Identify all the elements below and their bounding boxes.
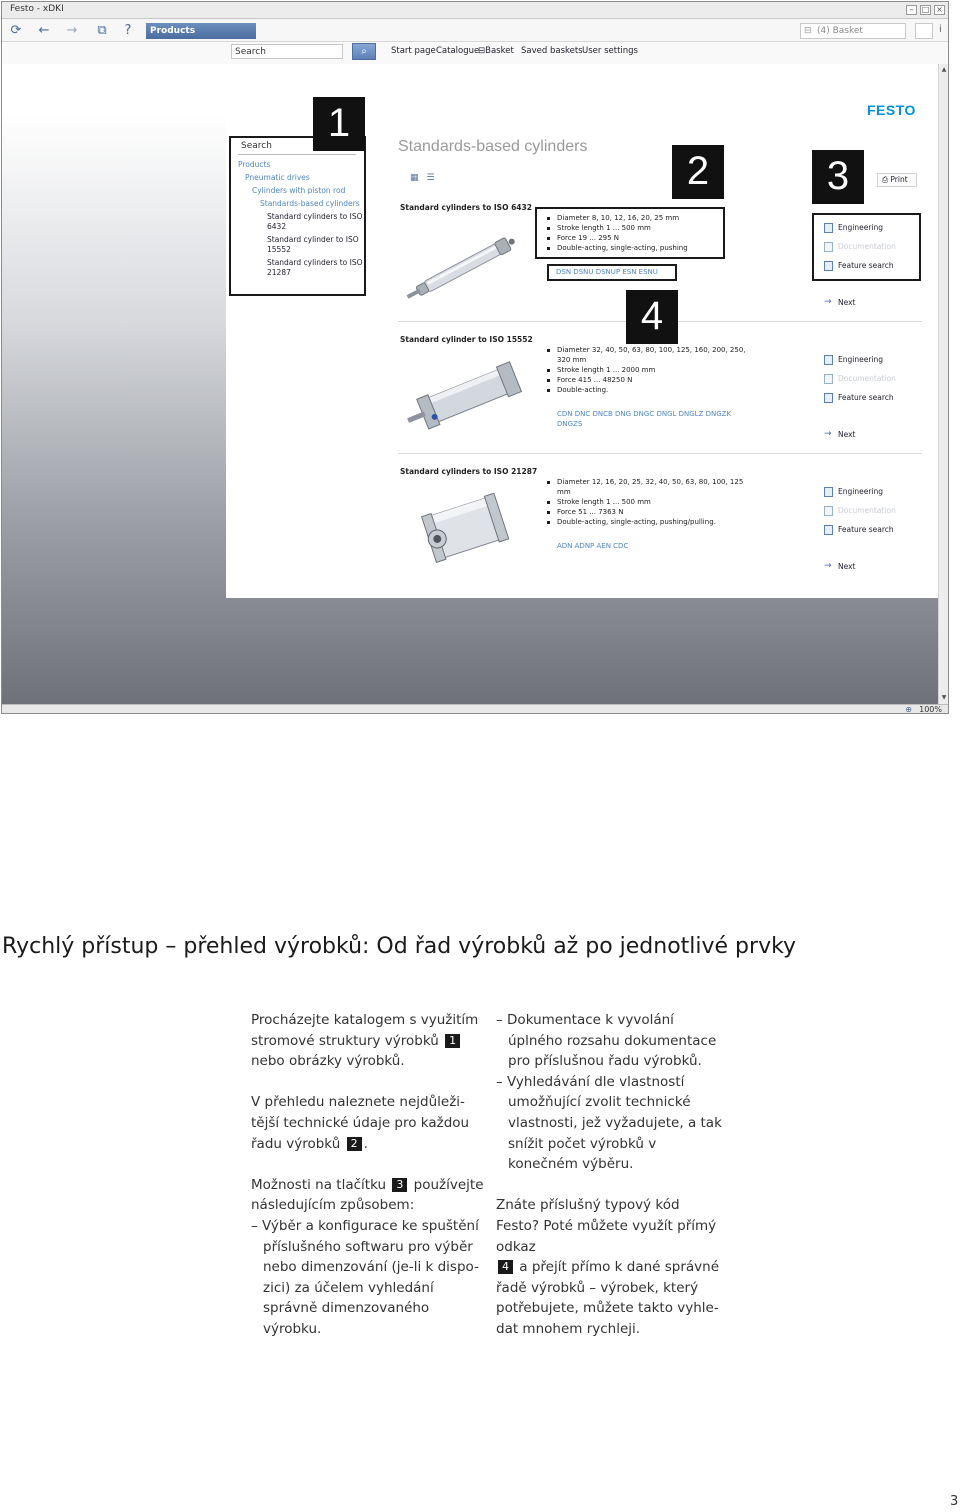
highlight-actions (812, 213, 921, 281)
pdf-icon (824, 374, 833, 384)
product-row (398, 467, 928, 597)
search-icon: ⌕ (361, 46, 367, 57)
scroll-down-icon[interactable]: ▼ (941, 694, 947, 701)
tree-search-field[interactable]: Search (238, 141, 356, 155)
feature-search-icon (824, 525, 833, 535)
festo-logo: FESTO (867, 102, 916, 118)
navigation-bar (2, 20, 948, 42)
status-bar (2, 704, 948, 714)
spec-item: Diameter 12, 16, 20, 25, 32, 40, 50, 63, 80, 100, 125 mm (543, 477, 753, 497)
link-basket[interactable]: ⊟Basket (478, 46, 514, 56)
link-catalogue[interactable]: Catalogue (436, 46, 480, 56)
tab-products[interactable]: Products (146, 23, 256, 39)
zoom-icon[interactable]: ⊕ (905, 705, 912, 714)
new-page-icon[interactable]: ⧉ (97, 23, 107, 38)
documentation-link: Documentation (824, 374, 924, 393)
basket-field[interactable] (800, 23, 906, 39)
spec-item: Force 51 ... 7363 N (543, 507, 753, 517)
product-image-cylinder[interactable] (398, 485, 538, 567)
list-view-icon[interactable]: ☰ (426, 173, 443, 183)
spec-item: Diameter 8, 10, 12, 16, 20, 25 mm (543, 213, 753, 223)
engineering-icon (824, 487, 833, 497)
spec-item: Diameter 32, 40, 50, 63, 80, 100, 125, 160, 200, 250, 320 mm (543, 345, 753, 365)
tree-item-iso-15552[interactable]: Standard cylinder to ISO 15552 (267, 235, 359, 254)
toolbar (2, 42, 948, 64)
paragraph: Znáte příslušný typový kód Festo? Poté můžete využít přímý odkaz 4 a přejít přímo k dané správné řadě výrobků – výrobek, který potřebujete, můžete takto vyhle-dat mnohem rychleji. (496, 1197, 720, 1337)
help-icon[interactable]: ? (124, 23, 132, 38)
title-bar (2, 2, 948, 19)
product-image-cylinder[interactable] (398, 221, 538, 303)
grid-view-icon[interactable]: ▦ (410, 173, 427, 183)
next-link[interactable]: → Next (824, 297, 856, 307)
text-column-left (251, 1010, 491, 1340)
basket-icon: ⊟ (804, 26, 812, 36)
feature-search-icon (824, 393, 833, 403)
basket-label: (4) Basket (817, 26, 863, 36)
browser-window (1, 1, 949, 714)
text-column-right (496, 1010, 724, 1340)
callout-badge-1: 1 (445, 1034, 460, 1048)
feature-search-link[interactable]: Feature search (824, 261, 924, 280)
back-arrow-icon[interactable]: ← (38, 23, 50, 38)
spec-item: Stroke length 1 ... 2000 mm (543, 365, 753, 375)
type-codes[interactable]: CDN DNC DNCB DNG DNGC DNGL DNGLZ DNGZK DNGZS (557, 410, 732, 428)
documentation-link: Documentation (824, 506, 924, 525)
engineering-link[interactable]: Engineering (824, 487, 924, 506)
callout-badge-3: 3 (392, 1178, 407, 1192)
pdf-icon (824, 506, 833, 516)
tree-item-cylinders-piston-rod[interactable]: Cylinders with piston rod (252, 186, 346, 195)
bullet-item: – Dokumentace k vyvolání úplného rozsahu dokumentace pro příslušnou řadu výrobků. (496, 1012, 717, 1070)
maximize-button[interactable]: □ (921, 5, 930, 14)
engineering-link[interactable]: Engineering (824, 223, 924, 242)
callout-2: 2 (672, 145, 724, 199)
feature-search-link[interactable]: Feature search (824, 393, 924, 412)
tree-item-iso-6432[interactable]: Standard cylinders to ISO 6432 (267, 212, 363, 231)
paragraph: V přehledu naleznete nejdůleži-tější technické údaje pro každou řadu výrobků 2 . (251, 1094, 470, 1152)
link-start-page[interactable]: Start page (391, 46, 436, 56)
arrow-right-icon: → (824, 561, 832, 571)
printer-icon: ⎙ (882, 175, 891, 184)
highlight-specs (535, 207, 725, 259)
spec-list (543, 345, 753, 395)
action-list (824, 487, 924, 581)
callout-1: 1 (313, 97, 365, 151)
spec-item: Double-acting, single-acting, pushing (543, 243, 753, 253)
bullet-item: – Vyhledávání dle vlastností umožňující zvolit technické vlastnosti, jež vyžadujete, a tak snížit počet výrobků v konečném výběru. (496, 1073, 722, 1173)
search-input[interactable] (231, 44, 343, 59)
product-image-cylinder[interactable] (398, 353, 538, 435)
spec-list (543, 477, 753, 527)
zoom-level[interactable]: 100% (919, 705, 942, 714)
callout-badge-4: 4 (498, 1260, 513, 1274)
print-button[interactable]: ⎙ Print (877, 173, 917, 187)
type-codes[interactable]: ADN ADNP AEN CDC (557, 542, 629, 550)
type-codes[interactable]: DSN DSNU DSNUP ESN ESNU (556, 268, 658, 276)
callout-badge-2: 2 (347, 1137, 362, 1151)
section-heading: Rychlý přístup – přehled výrobků: Od řad výrobků až po jednotlivé prvky (2, 934, 797, 959)
forward-arrow-icon[interactable]: → (66, 23, 78, 38)
close-button[interactable]: × (934, 5, 945, 15)
page-number: 3 (950, 1494, 959, 1509)
scroll-up-icon[interactable]: ▲ (941, 66, 947, 73)
product-title[interactable]: Standard cylinders to ISO 21287 (400, 467, 538, 476)
next-link[interactable]: → Next (824, 561, 856, 571)
product-title[interactable]: Standard cylinders to ISO 6432 (400, 203, 532, 212)
link-saved-baskets[interactable]: Saved baskets (521, 46, 583, 56)
spec-item: Force 19 ... 295 N (543, 233, 753, 243)
product-row (398, 335, 928, 465)
highlight-tree (229, 136, 366, 296)
spec-item: Stroke length 1 ... 500 mm (543, 223, 753, 233)
highlight-codes (547, 264, 677, 281)
callout-4: 4 (626, 290, 678, 344)
spec-item: Double-acting, single-acting, pushing/pulling. (543, 517, 753, 527)
minimize-button[interactable]: – (906, 5, 917, 15)
paragraph: Procházejte katalogem s využitím stromové struktury výrobků 1 nebo obrázky výrobků. (251, 1012, 479, 1070)
tree-item-pneumatic-drives[interactable]: Pneumatic drives (245, 173, 310, 182)
spec-item: Stroke length 1 ... 500 mm (543, 497, 753, 507)
tree-item-products[interactable]: Products (238, 160, 271, 169)
next-link[interactable]: → Next (824, 429, 856, 439)
window-title: Festo - xDKI (10, 4, 64, 14)
product-title[interactable]: Standard cylinder to ISO 15552 (400, 335, 533, 344)
spec-item: Force 415 ... 48250 N (543, 375, 753, 385)
tree-item-iso-21287[interactable]: Standard cylinders to ISO 21287 (267, 258, 363, 277)
refresh-icon[interactable]: ⟳ (10, 23, 22, 38)
info-icon[interactable]: i (939, 24, 942, 35)
nav-field[interactable] (915, 23, 933, 39)
action-list (824, 355, 924, 449)
basket-icon: ⊟ (478, 46, 486, 56)
spec-item: Double-acting. (543, 385, 753, 395)
arrow-right-icon: → (824, 429, 832, 439)
callout-3: 3 (812, 150, 864, 204)
tree-item-standards-based[interactable]: Standards-based cylinders (260, 199, 360, 208)
link-user-settings[interactable]: User settings (582, 46, 638, 56)
page-title: Standards-based cylinders (398, 138, 588, 155)
engineering-link[interactable]: Engineering (824, 355, 924, 374)
feature-search-link[interactable]: Feature search (824, 525, 924, 544)
view-toggle[interactable] (410, 173, 443, 183)
arrow-right-icon: → (824, 297, 832, 307)
documentation-link: Documentation (824, 242, 924, 261)
separator (398, 453, 922, 454)
scrollbar[interactable] (938, 64, 948, 704)
engineering-icon (824, 355, 833, 365)
paragraph: Možnosti na tlačítku 3 používejte následujícím způsobem: (251, 1176, 484, 1214)
search-button[interactable] (352, 43, 376, 60)
bullet-item: – Výběr a konfigurace ke spuštění příslušného softwaru pro výběr nebo dimenzování (je-li k dispo-zici) za účelem vyhledání správně dimenzovaného výrobku. (251, 1217, 479, 1337)
